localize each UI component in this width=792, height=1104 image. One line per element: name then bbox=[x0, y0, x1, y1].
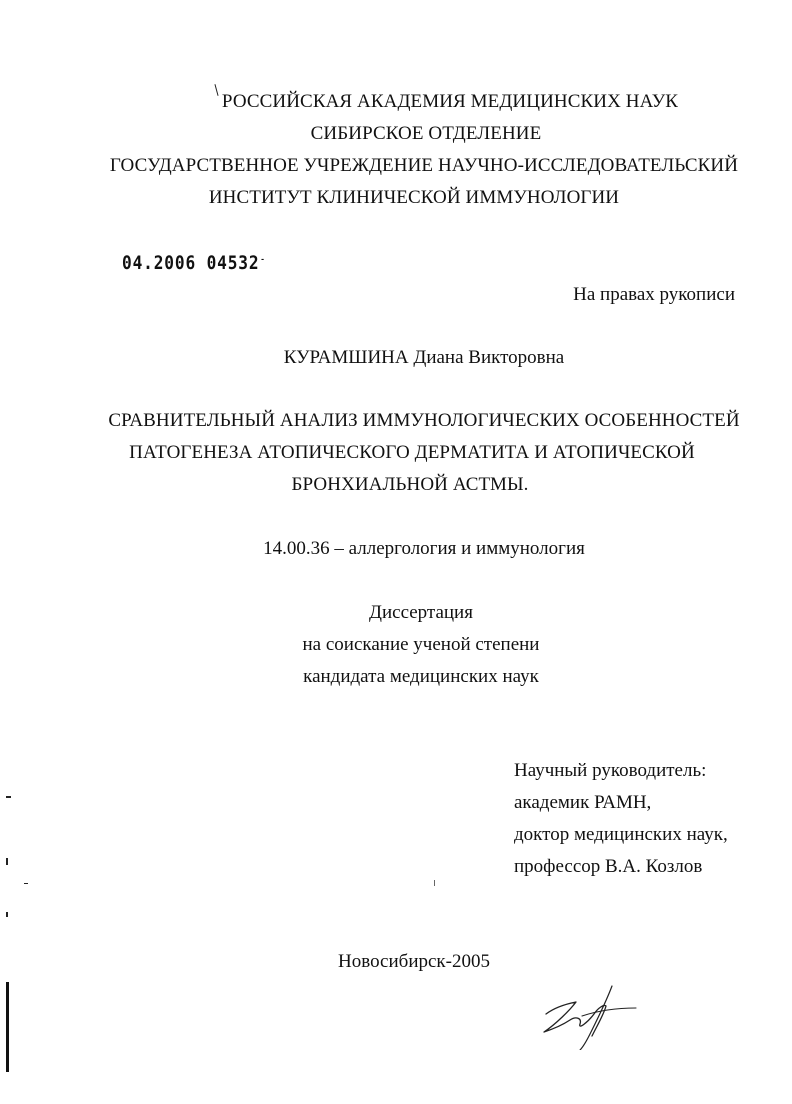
scan-artifact-edge-line bbox=[6, 982, 9, 1072]
dissertation-title-line-2: ПАТОГЕНЕЗА АТОПИЧЕСКОГО ДЕРМАТИТА И АТОПИЧЕСКОЙ bbox=[129, 442, 695, 463]
degree-field: кандидата медицинских наук bbox=[303, 666, 539, 687]
dissertation-title-line-1: СРАВНИТЕЛЬНЫЙ АНАЛИЗ ИММУНОЛОГИЧЕСКИХ ОСОБЕННОСТЕЙ bbox=[108, 410, 740, 431]
header-academy: РОССИЙСКАЯ АКАДЕМИЯ МЕДИЦИНСКИХ НАУК bbox=[221, 91, 679, 112]
supervisor-title-academic: академик РАМН, bbox=[514, 792, 652, 813]
supervisor-degree: доктор медицинских наук, bbox=[514, 824, 728, 845]
dissertation-title-line-3: БРОНХИАЛЬНОЙ АСТМЫ. bbox=[291, 474, 529, 495]
specialty-code: 14.00.36 – аллергология и иммунология bbox=[263, 538, 585, 559]
supervisor-name: профессор В.А. Козлов bbox=[514, 856, 703, 877]
scan-artifact-margin-4 bbox=[6, 912, 8, 917]
registry-stamp bbox=[122, 252, 266, 274]
stamp-dash-mark: ˗ bbox=[259, 252, 267, 266]
scan-artifact-margin-2 bbox=[6, 858, 8, 865]
header-branch: СИБИРСКОЕ ОТДЕЛЕНИЕ bbox=[310, 123, 542, 144]
scan-artifact-margin-3 bbox=[24, 883, 28, 884]
registry-stamp-number: 04.2006 04532 bbox=[122, 252, 260, 274]
degree-purpose: на соискание ученой степени bbox=[302, 634, 540, 655]
manuscript-rights-note: На правах рукописи bbox=[573, 284, 735, 305]
signature-icon bbox=[532, 978, 642, 1050]
header-institute-name: ИНСТИТУТ КЛИНИЧЕСКОЙ ИММУНОЛОГИИ bbox=[208, 187, 620, 208]
degree-type: Диссертация bbox=[369, 602, 473, 623]
author-name: КУРАМШИНА Диана Викторовна bbox=[283, 347, 565, 368]
scan-artifact-margin-1 bbox=[6, 796, 11, 798]
scan-artifact-center-dot bbox=[434, 880, 435, 886]
header-institution-type: ГОСУДАРСТВЕННОЕ УЧРЕЖДЕНИЕ НАУЧНО-ИССЛЕДОВАТЕЛЬСКИЙ bbox=[109, 155, 739, 176]
place-and-year: Новосибирск-2005 bbox=[338, 951, 490, 972]
supervisor-label: Научный руководитель: bbox=[514, 760, 707, 781]
